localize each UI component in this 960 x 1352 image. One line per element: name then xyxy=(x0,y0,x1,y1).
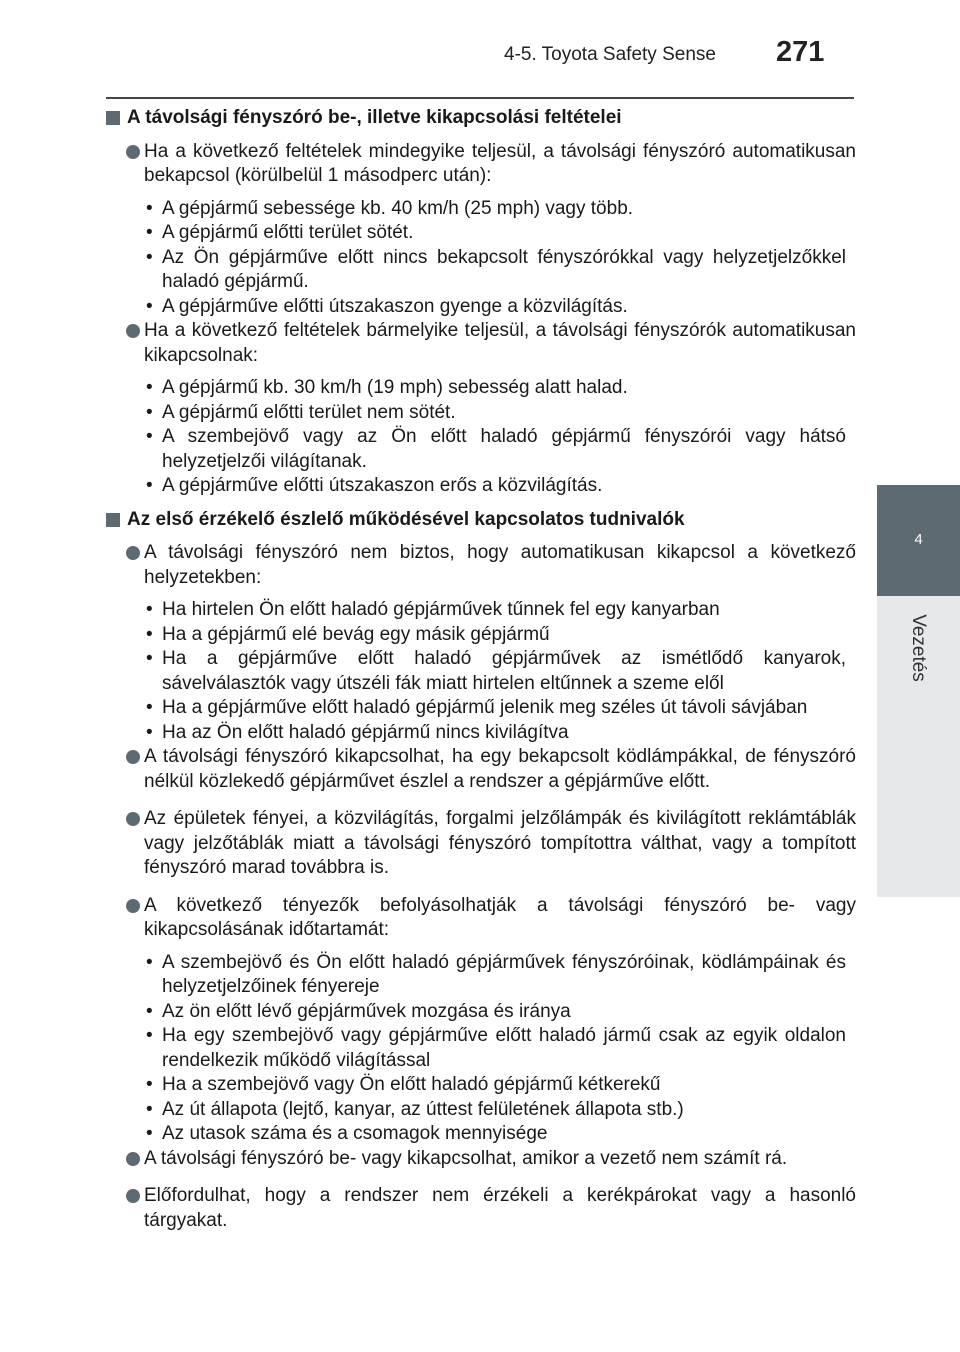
bullet-paragraph xyxy=(104,140,856,189)
bullet-paragraph xyxy=(104,807,856,881)
page-content xyxy=(104,106,856,1233)
bullet-paragraph xyxy=(104,745,856,794)
round-bullet-icon xyxy=(126,145,140,159)
sub-list xyxy=(104,376,856,499)
sub-list-item: • Az Ön gépjárműve előtt nincs bekapcsolt fényszórókkal vagy helyzetjelzőkkel haladó gépjármű. xyxy=(146,246,846,292)
bullet-text: A távolsági fényszóró kikapcsolhat, ha egy bekapcsolt ködlámpákkal, de fényszóró nélkül közlekedő gépjárművet észlel a rendszer a gépjárműve előtt. xyxy=(144,746,856,792)
round-bullet-icon xyxy=(126,750,140,764)
square-bullet-icon xyxy=(106,513,120,527)
bullet-paragraph xyxy=(104,894,856,943)
page-number: 271 xyxy=(776,36,825,68)
header-section-title: 4-5. Toyota Safety Sense xyxy=(504,44,716,65)
round-bullet-icon xyxy=(126,324,140,338)
sub-list-item: • A gépjárműve előtti útszakaszon gyenge a közvilágítás. xyxy=(146,295,628,317)
sub-list-item: • Az ön előtt lévő gépjárművek mozgása és iránya xyxy=(146,1000,571,1022)
sub-list-item: • Ha a gépjárműve előtt haladó gépjárművek az ismétlődő kanyarok, sávelválasztók vagy útszéli fák miatt hirtelen eltűnnek a szeme elől xyxy=(146,648,846,694)
round-bullet-icon xyxy=(126,1152,140,1166)
sub-list-item: • Ha a gépjárműve előtt haladó gépjármű jelenik meg széles út távoli sávjában xyxy=(146,697,808,718)
section-heading-text: A távolsági fényszóró be-, illetve kikapcsolási feltételei xyxy=(127,107,622,128)
bullet-text: Ha a következő feltételek mindegyike teljesül, a távolsági fényszóró automatikusan bekapcsol (körülbelül 1 másodperc után): xyxy=(144,140,856,186)
chapter-tab-number: 4 xyxy=(914,531,923,548)
bullet-paragraph xyxy=(104,1147,856,1172)
sub-list-item: • A gépjármű kb. 30 km/h (19 mph) sebesség alatt halad. xyxy=(146,377,628,398)
sub-list xyxy=(104,598,856,745)
sub-list-item: • Ha az Ön előtt haladó gépjármű nincs kivilágítva xyxy=(146,721,569,743)
bullet-text: Az épületek fényei, a közvilágítás, forgalmi jelzőlámpák és kivilágított reklámtáblák vagy jelzőtáblák miatt a távolsági fényszóró tompítottra válthat, vagy a tompított fényszóró marad továbbra is. xyxy=(144,808,856,878)
sub-list-item: • A szembejövő és Ön előtt haladó gépjárművek fényszóróinak, ködlámpáinak és helyzetjelzőinek fényereje xyxy=(146,951,846,997)
round-bullet-icon xyxy=(126,546,140,560)
chapter-tab-label: Vezetés xyxy=(908,614,929,682)
bullet-paragraph xyxy=(104,1184,856,1233)
section-heading-text: Az első érzékelő észlelő működésével kapcsolatos tudnivalók xyxy=(127,508,685,530)
bullet-text: A távolsági fényszóró be- vagy kikapcsolhat, amikor a vezető nem számít rá. xyxy=(144,1147,788,1169)
sub-list-item: • Ha egy szembejövő vagy gépjárműve előtt haladó jármű csak az egyik oldalon rendelkezik működő világítással xyxy=(146,1025,846,1071)
section-heading xyxy=(104,508,856,533)
header-divider xyxy=(106,97,854,99)
round-bullet-icon xyxy=(126,812,140,826)
sub-list-item: • A gépjármű sebessége kb. 40 km/h (25 mph) vagy több. xyxy=(146,197,634,219)
chapter-tab xyxy=(877,485,960,596)
round-bullet-icon xyxy=(126,1189,140,1203)
sub-list-item: • Ha a szembejövő vagy Ön előtt haladó gépjármű kétkerekű xyxy=(146,1074,661,1095)
bullet-paragraph xyxy=(104,541,856,590)
sub-list-item: • A gépjármű előtti terület nem sötét. xyxy=(146,401,456,423)
bullet-text: Előfordulhat, hogy a rendszer nem érzékeli a kerékpárokat vagy a hasonló tárgyakat. xyxy=(144,1185,856,1231)
bullet-text: A távolsági fényszóró nem biztos, hogy automatikusan kikapcsol a következő helyzetekben: xyxy=(144,542,856,588)
sub-list-item: • A gépjármű előtti terület sötét. xyxy=(146,222,414,243)
bullet-text: A következő tényezők befolyásolhatják a távolsági fényszóró be- vagy kikapcsolásának időtartamát: xyxy=(144,894,856,940)
sub-list xyxy=(104,197,856,320)
sub-list-item: • Az utasok száma és a csomagok mennyisége xyxy=(146,1123,548,1144)
round-bullet-icon xyxy=(126,899,140,913)
bullet-paragraph xyxy=(104,319,856,368)
square-bullet-icon xyxy=(106,111,120,125)
sub-list-item: • A szembejövő vagy az Ön előtt haladó gépjármű fényszórói vagy hátsó helyzetjelzői világítanak. xyxy=(146,426,846,472)
sub-list-item: • Ha a gépjármű elé bevág egy másik gépjármű xyxy=(146,623,550,645)
sub-list-item: • Ha hirtelen Ön előtt haladó gépjárművek tűnnek fel egy kanyarban xyxy=(146,599,720,620)
sub-list xyxy=(104,951,856,1147)
bullet-text: Ha a következő feltételek bármelyike teljesül, a távolsági fényszórók automatikusan kikapcsolnak: xyxy=(144,320,856,366)
sub-list-item: • Az út állapota (lejtő, kanyar, az úttest felületének állapota stb.) xyxy=(146,1098,684,1120)
section-heading xyxy=(104,106,856,131)
sub-list-item: • A gépjárműve előtti útszakaszon erős a közvilágítás. xyxy=(146,475,603,496)
